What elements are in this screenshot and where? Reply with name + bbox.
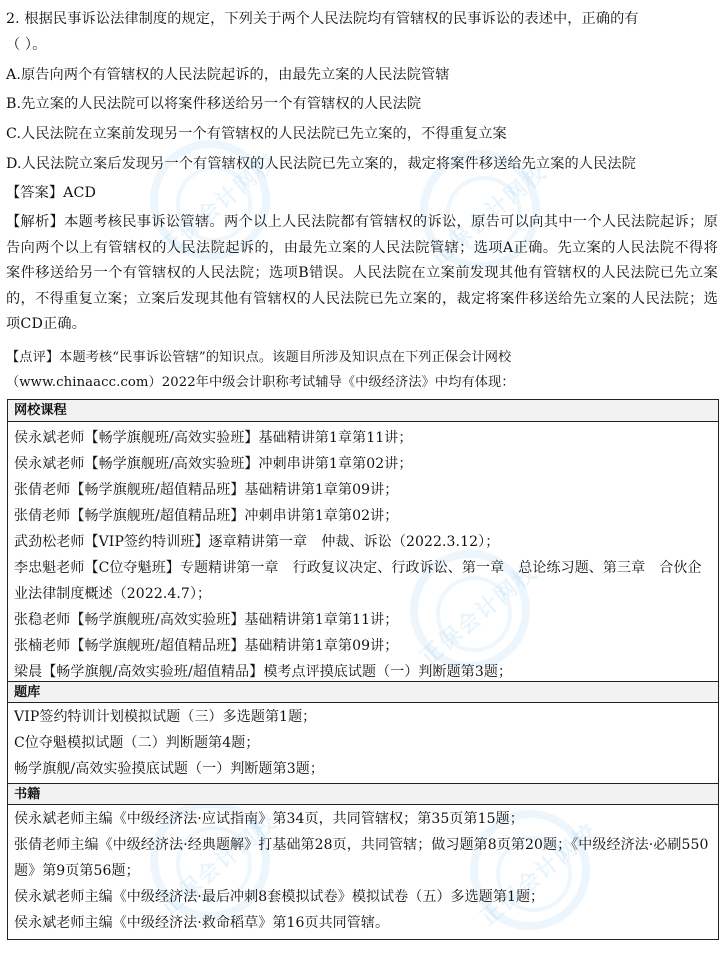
analysis-block [6,210,718,338]
comment-label: 【点评】 [6,350,60,365]
book-item: 张倩老师主编《中级经济法·经典题解》打基础第28页，共同管辖；做习题第8页第20题；《中级经济法·必刷550题》第9页第56题； [14,837,709,879]
section-question-bank-list [8,704,718,782]
analysis-text: 本题考核民事诉讼管辖。两个以上人民法院都有管辖权的诉讼，原告可以向其中一个人民法院起诉；原告向两个以上有管辖权的人民法院起诉的，由最先立案的人民法院管辖；选项A正确。先立案的人民法院不得将案件移送给另一个有管辖权的人民法院；选项B错误。人民法院在立案前发现其他有管辖权的人民法院已先立案的，不得重复立案；立案后发现其他有管辖权的人民法院已先立案的，裁定将案件移送给先立案的人民法院；选项CD正确。 [6,214,718,332]
section-heading-question-bank: 题库 [8,681,718,703]
answer-value: ACD [63,185,96,201]
course-item: 武劲松老师【VIP签约特训班】逐章精讲第一章 仲裁、诉讼（2022.3.12）； [14,534,500,550]
section-books-list [8,806,718,936]
reference-table [7,399,719,940]
course-item: 张楠老师【畅学旗舰班/超值精品班】基础精讲第1章第09讲； [14,638,399,654]
analysis-label: 【解析】 [6,214,65,230]
watermark-text: 正保会计网校 [426,159,553,271]
answer-label: 【答案】 [6,185,64,201]
comment-line-1 [6,346,718,369]
book-item: 侯永斌老师主编《中级经济法·救命稻草》第16页共同管辖。 [14,915,390,931]
course-item: 李忠魁老师【C位夺魁班】专题精讲第一章 行政复议决定、行政诉讼、第一章 总论练习题、第三章 合伙企业法律制度概述（2022.4.7）； [14,560,702,602]
option-a: A.原告向两个有管辖权的人民法院起诉的，由最先立案的人民法院管辖 [6,67,450,83]
question-bank-item: 畅学旗舰/高效实验摸底试题（一）判断题第3题； [14,761,324,777]
option-b: B.先立案的人民法院可以将案件移送给另一个有管辖权的人民法院 [6,96,422,112]
question-stem-line-1: 2. 根据民事诉讼法律制度的规定，下列关于两个人民法院均有管辖权的民事诉讼的表述中，正确的有 [6,11,639,27]
course-item: 梁晨【畅学旗舰/高效实验班/超值精品】模考点评摸底试题（一）判断题第3题； [14,664,513,680]
course-item: 侯永斌老师【畅学旗舰班/高效实验班】冲刺串讲第1章第02讲； [14,456,413,472]
comment-text: 本题考核“民事诉讼管辖”的知识点。该题目所涉及知识点在下列正保会计网校 [59,350,512,365]
course-item: 张倩老师【畅学旗舰班/超值精品班】基础精讲第1章第09讲； [14,482,399,498]
comment-block [6,346,718,394]
course-item: 张倩老师【畅学旗舰班/超值精品班】冲刺串讲第1章第02讲； [14,508,399,524]
question-bank-item: C位夺魁模拟试题（二）判断题第4题； [14,735,260,751]
question-stem-line-2: （ ）。 [6,37,47,53]
comment-line-2: （www.chinaacc.com）2022年中级会计职称考试辅导《中级经济法》中均有体现： [6,375,515,390]
watermark-text: 正保会计网校 [156,149,283,261]
section-heading-courses: 网校课程 [8,400,718,422]
option-d: D.人民法院立案后发现另一个有管辖权的人民法院已先立案的，裁定将案件移送给先立案的人民法院 [6,156,636,172]
book-item: 侯永斌老师主编《中级经济法·应试指南》第34页，共同管辖权；第35页第15题； [14,811,524,827]
book-item: 侯永斌老师主编《中级经济法·最后冲刺8套模拟试卷》模拟试卷（五）多选题第1题； [14,889,545,905]
question-bank-item: VIP签约特训计划模拟试题（三）多选题第1题； [14,709,317,725]
watermark-text: 正保会计网校 [416,559,543,671]
section-courses-list [8,425,718,685]
watermark-text: 正保会计网校 [476,819,603,931]
section-heading-books: 书籍 [8,783,718,805]
answer-line [6,183,96,203]
course-item: 张稳老师【畅学旗舰班/高效实验班】基础精讲第1章第11讲； [14,612,399,628]
watermark-text: 正保会计网校 [156,809,283,921]
course-item: 侯永斌老师【畅学旗舰班/高效实验班】基础精讲第1章第11讲； [14,430,413,446]
option-c: C.人民法院在立案前发现另一个有管辖权的人民法院已先立案的，不得重复立案 [6,126,507,142]
